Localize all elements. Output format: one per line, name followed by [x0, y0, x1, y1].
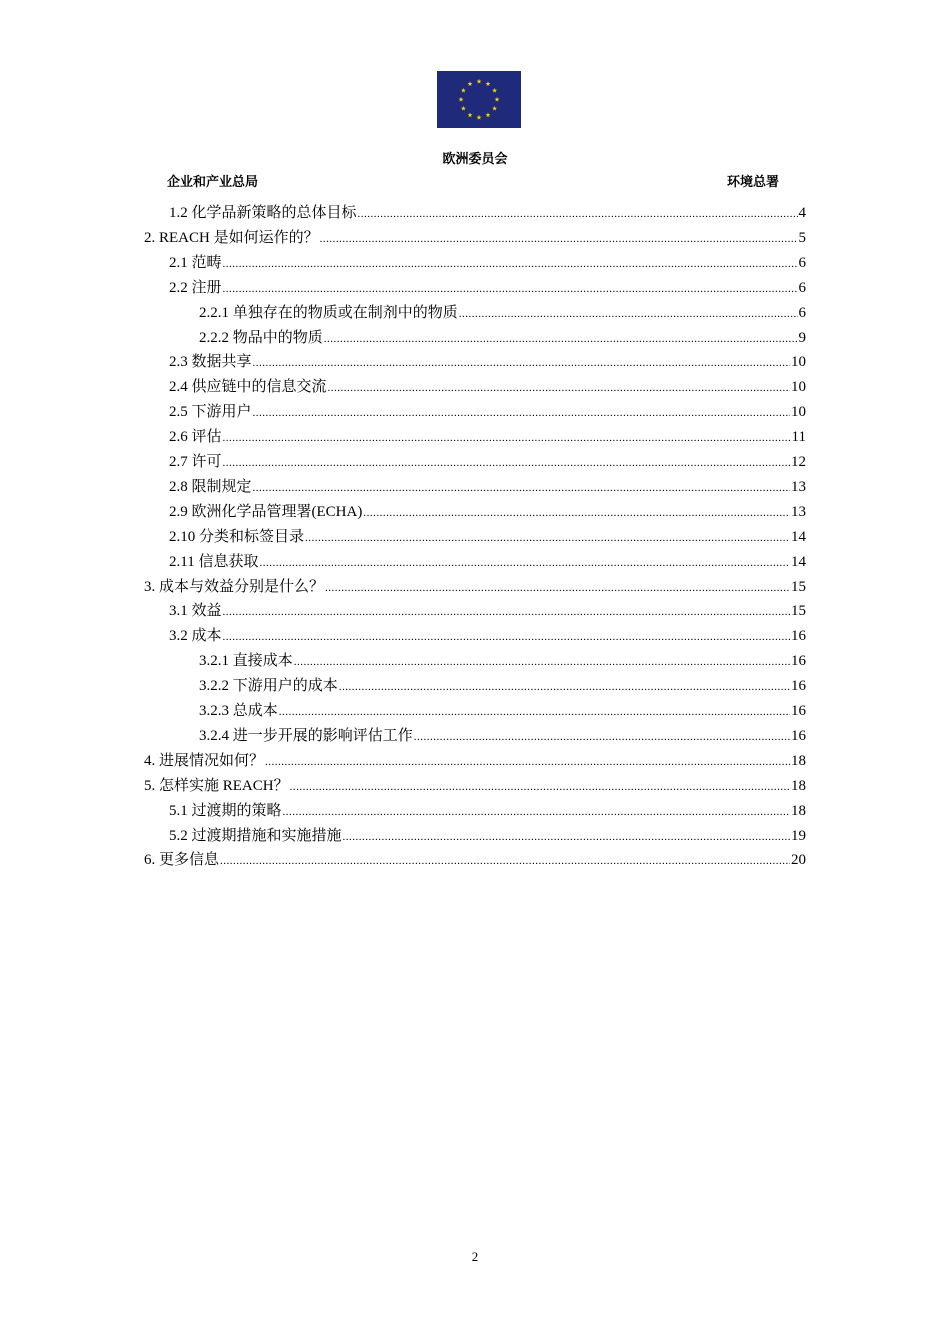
toc-entry[interactable]	[169, 550, 806, 572]
toc-dot-leader	[223, 283, 798, 295]
toc-entry-page: 19	[791, 827, 806, 844]
toc-dot-leader	[220, 855, 790, 867]
toc-entry-label: 2.2.1 单独存在的物质或在制剂中的物质	[199, 304, 458, 321]
toc-entry[interactable]	[144, 575, 806, 597]
toc-entry-page: 13	[791, 503, 806, 520]
toc-dot-leader	[324, 333, 798, 345]
toc-entry[interactable]	[144, 749, 806, 771]
toc-entry[interactable]	[169, 475, 806, 497]
toc-entry-label: 2.6 评估	[169, 429, 222, 446]
toc-entry[interactable]	[169, 450, 806, 472]
toc-entry-label: 2.2.2 物品中的物质	[199, 329, 323, 346]
toc-dot-leader	[363, 507, 790, 519]
toc-entry[interactable]	[199, 649, 806, 671]
toc-entry-label: 2.11 信息获取	[169, 553, 259, 570]
toc-entry[interactable]	[199, 326, 806, 348]
toc-entry-label: 3.2.2 下游用户的成本	[199, 678, 338, 695]
toc-dot-leader	[223, 606, 790, 618]
toc-dot-leader	[343, 831, 790, 843]
toc-dot-leader	[253, 482, 790, 494]
toc-entry-page: 10	[791, 379, 806, 396]
toc-entry-label: 6. 更多信息	[144, 852, 220, 869]
toc-dot-leader	[339, 681, 790, 693]
toc-entry-page: 6	[798, 254, 806, 271]
toc-entry[interactable]	[169, 375, 806, 397]
toc-entry-page: 4	[798, 205, 806, 221]
toc-dot-leader	[325, 582, 790, 594]
toc-entry[interactable]	[169, 525, 806, 547]
organization-title: 欧洲委员会	[442, 152, 508, 167]
toc-dot-leader	[265, 756, 790, 768]
toc-entry-label: 2.10 分类和标签目录	[169, 528, 305, 545]
toc-entry[interactable]	[199, 724, 806, 746]
toc-entry-page: 11	[791, 429, 806, 446]
toc-entry-page: 6	[798, 279, 806, 296]
toc-entry-label: 5.1 过渡期的策略	[169, 802, 282, 819]
toc-entry-label: 3. 成本与效益分别是什么？	[144, 578, 325, 595]
toc-dot-leader	[305, 532, 790, 544]
toc-entry-label: 2. REACH 是如何运作的？	[144, 229, 319, 246]
toc-entry-label: 3.1 效益	[169, 603, 222, 620]
toc-entry[interactable]	[199, 674, 806, 696]
toc-dot-leader	[283, 806, 790, 818]
toc-dot-leader	[414, 731, 790, 743]
toc-entry[interactable]	[169, 276, 806, 298]
page-number: 2	[471, 1249, 479, 1264]
toc-dot-leader	[459, 308, 798, 320]
toc-entry-page: 5	[798, 229, 806, 246]
toc-entry[interactable]	[199, 301, 806, 323]
toc-entry[interactable]	[169, 824, 806, 846]
toc-entry[interactable]	[144, 226, 806, 248]
toc-entry[interactable]	[144, 848, 806, 870]
eu-flag-icon	[438, 72, 520, 127]
toc-entry-label: 2.7 许可	[169, 454, 222, 470]
toc-entry-label: 3.2 成本	[169, 628, 222, 645]
toc-entry[interactable]	[169, 599, 806, 621]
toc-entry-label: 3.2.4 进一步开展的影响评估工作	[199, 727, 413, 744]
toc-entry-page: 16	[791, 703, 806, 719]
toc-dot-leader	[328, 382, 790, 394]
toc-entry[interactable]	[169, 500, 806, 522]
toc-entry-label: 3.2.3 总成本	[199, 703, 278, 719]
toc-dot-leader	[320, 233, 798, 245]
toc-dot-leader	[253, 357, 790, 369]
toc-entry-page: 6	[798, 304, 806, 321]
toc-entry[interactable]	[199, 699, 806, 721]
toc-entry-page: 18	[791, 802, 806, 819]
toc-entry-page: 14	[791, 528, 806, 545]
toc-entry-label: 2.4 供应链中的信息交流	[169, 379, 327, 396]
toc-entry[interactable]	[169, 400, 806, 422]
toc-entry-page: 18	[791, 777, 806, 794]
toc-entry-page: 14	[791, 553, 806, 570]
toc-entry-page: 16	[791, 678, 806, 695]
toc-entry[interactable]	[169, 624, 806, 646]
toc-entry[interactable]	[169, 201, 806, 223]
toc-entry-label: 1.2 化学品新策略的总体目标	[169, 205, 357, 221]
toc-dot-leader	[358, 208, 798, 220]
toc-entry-label: 2.2 注册	[169, 279, 222, 296]
toc-entry-page: 10	[791, 404, 806, 421]
toc-entry[interactable]	[169, 350, 806, 372]
toc-entry-label: 2.8 限制规定	[169, 478, 252, 495]
toc-entry-page: 20	[791, 852, 806, 869]
toc-dot-leader	[279, 706, 790, 718]
toc-entry[interactable]	[144, 774, 806, 796]
toc-dot-leader	[253, 407, 790, 419]
toc-dot-leader	[223, 631, 790, 643]
toc-entry-page: 16	[791, 628, 806, 645]
toc-entry[interactable]	[169, 799, 806, 821]
toc-entry-page: 16	[791, 653, 806, 670]
toc-entry-page: 12	[791, 454, 806, 470]
toc-entry-page: 15	[791, 603, 806, 620]
toc-entry-page: 10	[791, 354, 806, 371]
toc-entry-label: 3.2.1 直接成本	[199, 653, 293, 670]
toc-dot-leader	[223, 432, 791, 444]
toc-dot-leader	[259, 557, 790, 569]
toc-entry-label: 2.1 范畴	[169, 254, 222, 271]
toc-dot-leader	[223, 457, 790, 469]
toc-dot-leader	[223, 258, 798, 270]
left-department-label: 企业和产业总局	[167, 175, 259, 190]
toc-dot-leader	[290, 781, 790, 793]
toc-entry-page: 9	[798, 329, 806, 346]
right-department-label: 环境总署	[727, 175, 780, 190]
toc-entry[interactable]	[169, 425, 806, 447]
eu-flag-graphic	[438, 72, 520, 127]
toc-entry-label: 5. 怎样实施 REACH？	[144, 777, 289, 794]
toc-entry-page: 18	[791, 752, 806, 769]
toc-entry-page: 16	[791, 727, 806, 744]
toc-entry-label: 2.9 欧洲化学品管理署(ECHA)	[169, 503, 363, 520]
toc-entry-page: 13	[791, 478, 806, 495]
toc-entry-label: 2.3 数据共享	[169, 354, 252, 371]
toc-entry[interactable]	[169, 251, 806, 273]
toc-dot-leader	[294, 656, 790, 668]
toc-entry-label: 5.2 过渡期措施和实施措施	[169, 827, 342, 844]
toc-entry-page: 15	[791, 578, 806, 595]
toc-entry-label: 4. 进展情况如何？	[144, 752, 265, 769]
toc-entry-label: 2.5 下游用户	[169, 404, 252, 421]
